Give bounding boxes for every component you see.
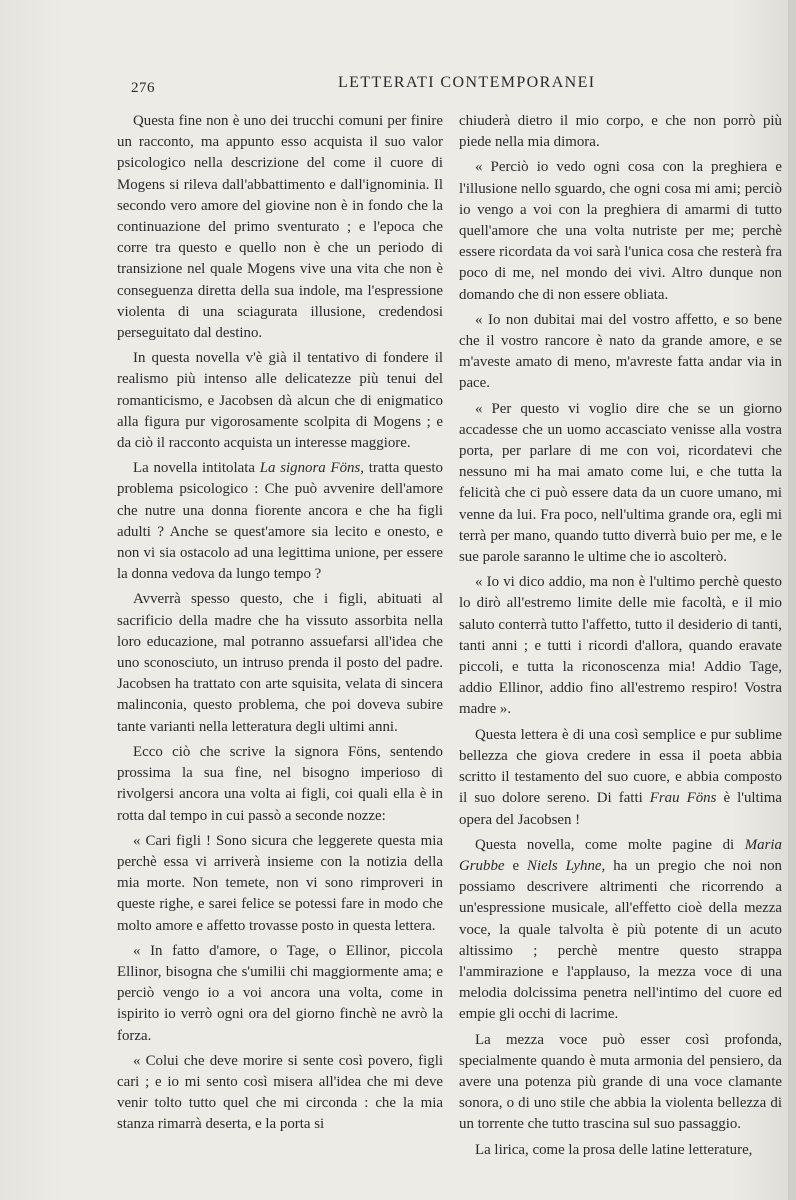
letter-paragraph: « Perciò io vedo ogni cosa con la preghiera e l'illusione nello sguardo, che ogni cosa mi ami; perciò io vengo a voi con la preghiera di amarmi di tutto quell'amore che una volta nutriste per me; perchè essere ricordata da voi sarà l'unica cosa che resterà fra poco di me, nel mondo dei vivi. Altro dunque non domando che di non essere obliata.: [459, 159, 782, 303]
text-run: ha un pregio che noi non possiamo descrivere altrimenti che ricorrendo a un'espressione musicale, all'effetto cioè della mezza voce, la quale talvolta è più potente di un acuto altissimo ; perchè mentre questo strappa l'ammirazione e l'applauso, la mezza voce di una melodia dolcissima penetra nell'intimo del cuore ed empie gli occhi di lacrime.: [459, 857, 782, 1023]
paragraph: [459, 835, 782, 1026]
letter-paragraph: « In fatto d'amore, o Tage, o Ellinor, piccola Ellinor, bisogna che s'umilii chi maggiormente ama; e perciò vengo io a voi ancora una volta, come in ispirito io verrò ogni ora del giorno finchè ne avrò la forza.: [117, 942, 443, 1044]
letter-paragraph: « Cari figli ! Sono sicura che leggerete questa mia perchè essa vi arriverà insieme con la notizia della mia morte. Non temete, non vi sono rimproveri in queste righe, e sarei felice se potessi fare in modo che molto amore e affetto trovasse posto in questa lettera.: [117, 832, 443, 934]
paragraph: Questa fine non è uno dei trucchi comuni per finire un racconto, ma appunto esso acquista il suo valor psicologico nella descrizione del come il cuore di Mogens si rileva dall'abbattimento e dall'ignominia. Il secondo vero amore del giovine non è in fondo che la continuazione del primo sventurato ; e l'epoca che corre tra questo e quello non è che un periodo di transizione nel quale Mogens vive una vita che non è conseguenza diretta della sua indole, ma l'espressione violenta di una sciagurata illusione, credendosi perseguitato dal destino.: [117, 113, 443, 342]
paragraph: Avverrà spesso questo, che i figli, abituati al sacrificio della madre che ha vissuto assorbita nella loro educazione, mal potranno assuefarsi all'idea che uno sconosciuto, un intruso prenda il posto del padre. Jacobsen ha trattato con arte squisita, velata di sincera malinconia, questo problema, che poi doveva subire tante varianti nella letteratura degli ultimi anni.: [117, 591, 443, 735]
paragraph: [117, 458, 443, 585]
paragraph: In questa novella v'è già il tentativo di fondere il realismo più intenso alle delicatezze più tenui del romanticismo, e Jacobsen dà alcun che di enigmatico alla figura pur vigorosamente scolpita di Mogens ; e da ciò il racconto acquista un interesse maggiore.: [117, 350, 443, 452]
text-run: è l'ultima opera del Jacobsen !: [459, 790, 782, 828]
letter-paragraph: « Colui che deve morire si sente così povero, figli cari ; e io mi sento così misera all'idea che mi deve venir tolto tutto quel che mi circonda : che la mia stanza rimarrà deserta, e la porta si: [117, 1052, 443, 1133]
running-title: LETTERATI CONTEMPORANEI: [338, 74, 596, 91]
right-column: [459, 111, 782, 1165]
page-number: 276: [131, 80, 155, 96]
italic-title: La signora Föns: [259, 460, 361, 477]
italic-title: Frau Föns: [649, 790, 717, 807]
italic-title: Niels Lyhne,: [527, 857, 606, 874]
letter-paragraph: « Io non dubitai mai del vostro affetto, e so bene che il vostro rancore è nato da grande amore, e se m'aveste amato di meno, m'avreste fatta andar via in pace.: [459, 311, 782, 392]
page-edge-shadow: [788, 0, 796, 1200]
left-column: [117, 111, 443, 1140]
text-run: e: [504, 857, 528, 874]
paragraph: Ecco ciò che scrive la signora Föns, sentendo prossima la sua fine, nel bisogno imperioso di rivolgersi ancora una volta ai figli, coi quali ella è in rotta dal tempo in cui passò a seconde nozze:: [117, 743, 443, 824]
paragraph: La mezza voce può esser così profonda, specialmente quando è muta armonia del pensiero, da avere una potenza più grande di una voce clamante sonora, o di uno stile che abbia la violenta bellezza di un torrente che tutto trascina sul suo passaggio.: [459, 1031, 782, 1133]
page-header: [0, 74, 796, 104]
letter-paragraph: « Per questo vi voglio dire che se un giorno accadesse che un uomo accasciato venisse alla vostra porta, per parlare di me con voi, ricordatevi che nessuno mi ha mai amato come lui, e che tutta la felicità che ci può essere data da un cuore umano, mi venne da lui. Fra poco, nell'ultima grande ora, egli mi terrà per mano, quando tutto diverrà buio per me, e le sue parole saranno le ultime che io ascolterò.: [459, 400, 782, 566]
text-run: Questa novella, come molte pagine di: [475, 836, 745, 853]
paragraph-continued: chiuderà dietro il mio corpo, e che non porrò più piede nella mia dimora.: [459, 113, 782, 151]
text-run: , tratta questo problema psicologico : Che può avvenire dell'amore che nutre una donna fiorente ancora e che ha figli adulti ? Anche se quest'amore sia lecito e onesto, e non vi sia ostacolo ad una legittima unione, per essere la donna vedova da lungo tempo ?: [117, 460, 444, 583]
text-run: Questa lettera è di una così semplice e pur sublime bellezza che giova credere in essa il poeta abbia scritto il testamento del suo cuore, e abbia composto il suo dolore sereno. Di fatti: [459, 726, 782, 807]
letter-paragraph: « Io vi dico addio, ma non è l'ultimo perchè questo lo dirò all'estremo limite delle mie facoltà, e il mio saluto conterrà tutto l'affetto, tutto il desiderio di tanti, tanti anni ; e tutti i ricordi d'allora, quando eravate piccoli, e tutta la riconoscenza mia! Addio Tage, addio Ellinor, addio fino all'estremo respiro! Vostra madre ».: [459, 574, 782, 718]
text-run: La novella intitolata: [133, 460, 260, 477]
italic-title: Maria Grubbe: [459, 836, 782, 874]
paragraph: La lirica, come la prosa delle latine letterature,: [475, 1141, 753, 1158]
paragraph: [459, 725, 782, 831]
